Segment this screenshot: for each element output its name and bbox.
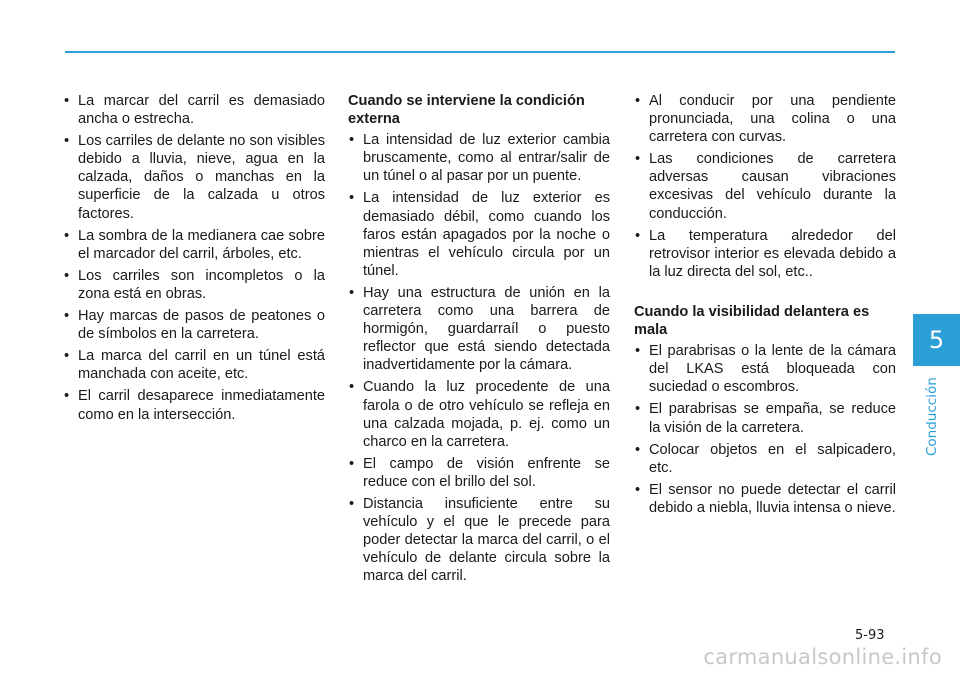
list-item: • La intensidad de luz exterior es demasiado débil, como cuando los faros están apagados por la noche o mientras el vehículo circula por un túnel.: [348, 189, 610, 279]
list-item: • Hay una estructura de unión en la carretera como una barrera de hormigón, guardarraíl o puesto reflector que está siendo detectada inadvertidamente por la cámara.: [348, 284, 610, 374]
section-spacer: [634, 285, 896, 303]
page-number: 5-93: [855, 628, 885, 643]
watermark: carmanualsonline.info: [703, 645, 942, 669]
list-item: • La sombra de la medianera cae sobre el marcador del carril, árboles, etc.: [63, 227, 325, 263]
list-item: • Distancia insuficiente entre su vehículo y el que le precede para poder detectar la marca del carril, o el vehículo de delante circula sobre la marca del carril.: [348, 495, 610, 585]
list-item: • La intensidad de luz exterior cambia bruscamente, como al entrar/salir de un túnel o al pasar por un puente.: [348, 131, 610, 185]
column-3-list-top: [634, 92, 896, 281]
list-item: • El carril desaparece inmediatamente como en la intersección.: [63, 387, 325, 423]
list-item: • La marca del carril en un túnel está manchada con aceite, etc.: [63, 347, 325, 383]
column-2-list: [348, 131, 610, 585]
list-item: • Hay marcas de pasos de peatones o de símbolos en la carretera.: [63, 307, 325, 343]
list-item: • Las condiciones de carretera adversas causan vibraciones excesivas del vehículo durante la conducción.: [634, 150, 896, 222]
list-item: • Los carriles son incompletos o la zona está en obras.: [63, 267, 325, 303]
column-2: [348, 92, 610, 589]
list-item: • El sensor no puede detectar el carril debido a niebla, lluvia intensa o nieve.: [634, 481, 896, 517]
column-3-list-bottom: [634, 342, 896, 517]
chapter-number-tab[interactable]: [913, 314, 960, 366]
list-item: • Al conducir por una pendiente pronunciada, una colina o una carretera con curvas.: [634, 92, 896, 146]
header-rule: [65, 51, 895, 53]
section-heading-external-condition: Cuando se interviene la condición externa: [348, 93, 585, 128]
chapter-title: Conducción: [924, 377, 940, 456]
list-item: • El parabrisas se empaña, se reduce la visión de la carretera.: [634, 400, 896, 436]
list-item: • El campo de visión enfrente se reduce con el brillo del sol.: [348, 455, 610, 491]
list-item: • Los carriles de delante no son visibles debido a lluvia, nieve, agua en la calzada, daños o manchas en la superficie de la calzada u otros factores.: [63, 132, 325, 222]
list-item: • La marcar del carril es demasiado ancha o estrecha.: [63, 92, 325, 128]
list-item: • La temperatura alrededor del retrovisor interior es elevada debido a la luz directa del sol, etc..: [634, 227, 896, 281]
column-1-list: [63, 92, 325, 424]
list-item: • Colocar objetos en el salpicadero, etc.: [634, 441, 896, 477]
column-1: [63, 92, 325, 428]
list-item: • Cuando la luz procedente de una farola o de otro vehículo se refleja en una calzada mojada, p. ej. como un charco en la carretera.: [348, 378, 610, 450]
list-item: • El parabrisas o la lente de la cámara del LKAS está bloqueada con suciedad o escombros.: [634, 342, 896, 396]
section-heading-poor-visibility: Cuando la visibilidad delantera es mala: [634, 303, 870, 339]
chapter-number: 5: [928, 326, 945, 354]
column-3: [634, 92, 896, 521]
